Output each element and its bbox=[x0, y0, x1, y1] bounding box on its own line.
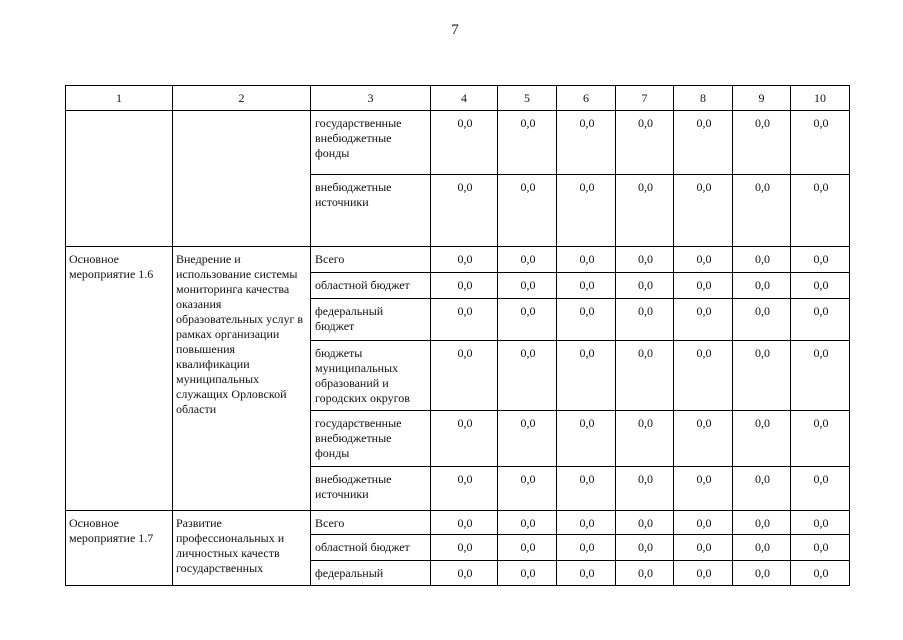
value-cell: 0,0 bbox=[557, 511, 616, 535]
value-cell: 0,0 bbox=[616, 299, 674, 341]
value-cell: 0,0 bbox=[431, 247, 498, 273]
column-number: 1 bbox=[66, 86, 173, 111]
value-cell: 0,0 bbox=[431, 467, 498, 511]
value-cell: 0,0 bbox=[791, 175, 850, 247]
funding-source-cell: областной бюджет bbox=[311, 535, 431, 561]
value-cell: 0,0 bbox=[733, 111, 791, 175]
value-cell: 0,0 bbox=[498, 411, 557, 467]
column-number: 7 bbox=[616, 86, 674, 111]
value-cell: 0,0 bbox=[616, 273, 674, 299]
value-cell: 0,0 bbox=[674, 273, 733, 299]
value-cell: 0,0 bbox=[498, 467, 557, 511]
event-title-cell: Основное мероприятие 1.7 bbox=[66, 511, 173, 586]
value-cell: 0,0 bbox=[431, 535, 498, 561]
value-cell: 0,0 bbox=[498, 511, 557, 535]
budget-table bbox=[65, 85, 850, 586]
value-cell: 0,0 bbox=[498, 273, 557, 299]
column-number-row bbox=[66, 86, 850, 111]
value-cell: 0,0 bbox=[791, 411, 850, 467]
value-cell: 0,0 bbox=[557, 341, 616, 411]
value-cell: 0,0 bbox=[791, 561, 850, 586]
value-cell: 0,0 bbox=[791, 467, 850, 511]
value-cell: 0,0 bbox=[616, 467, 674, 511]
value-cell: 0,0 bbox=[616, 561, 674, 586]
value-cell: 0,0 bbox=[791, 511, 850, 535]
funding-source-cell: государственные внебюджетные фонды bbox=[311, 111, 431, 175]
value-cell: 0,0 bbox=[733, 299, 791, 341]
value-cell: 0,0 bbox=[557, 247, 616, 273]
value-cell: 0,0 bbox=[733, 561, 791, 586]
value-cell: 0,0 bbox=[616, 535, 674, 561]
value-cell: 0,0 bbox=[616, 247, 674, 273]
value-cell: 0,0 bbox=[557, 111, 616, 175]
value-cell: 0,0 bbox=[616, 341, 674, 411]
funding-source-cell: федеральный бюджет bbox=[311, 299, 431, 341]
event-description-cell: Внедрение и использование системы мониторинга качества оказания образовательных услуг в рамках организации повышения квалификации муниципальных служащих Орловской области bbox=[173, 247, 311, 511]
value-cell: 0,0 bbox=[733, 247, 791, 273]
value-cell: 0,0 bbox=[674, 341, 733, 411]
value-cell: 0,0 bbox=[733, 511, 791, 535]
column-number: 9 bbox=[733, 86, 791, 111]
value-cell: 0,0 bbox=[674, 561, 733, 586]
value-cell: 0,0 bbox=[616, 411, 674, 467]
value-cell: 0,0 bbox=[498, 341, 557, 411]
column-number: 6 bbox=[557, 86, 616, 111]
funding-source-cell: федеральный bbox=[311, 561, 431, 586]
value-cell: 0,0 bbox=[791, 535, 850, 561]
column-number: 8 bbox=[674, 86, 733, 111]
value-cell: 0,0 bbox=[791, 341, 850, 411]
value-cell: 0,0 bbox=[557, 535, 616, 561]
column-number: 3 bbox=[311, 86, 431, 111]
value-cell: 0,0 bbox=[733, 535, 791, 561]
value-cell: 0,0 bbox=[674, 299, 733, 341]
value-cell: 0,0 bbox=[557, 175, 616, 247]
table-row bbox=[66, 247, 850, 273]
value-cell: 0,0 bbox=[674, 175, 733, 247]
value-cell: 0,0 bbox=[616, 111, 674, 175]
value-cell: 0,0 bbox=[674, 511, 733, 535]
value-cell: 0,0 bbox=[674, 247, 733, 273]
value-cell: 0,0 bbox=[733, 341, 791, 411]
table-row bbox=[66, 111, 850, 175]
value-cell: 0,0 bbox=[733, 467, 791, 511]
value-cell: 0,0 bbox=[498, 111, 557, 175]
column-number: 4 bbox=[431, 86, 498, 111]
value-cell: 0,0 bbox=[791, 273, 850, 299]
value-cell: 0,0 bbox=[431, 299, 498, 341]
event-title-cell: Основное мероприятие 1.6 bbox=[66, 247, 173, 511]
column-number: 5 bbox=[498, 86, 557, 111]
event-description-cell bbox=[173, 111, 311, 247]
value-cell: 0,0 bbox=[674, 467, 733, 511]
value-cell: 0,0 bbox=[557, 411, 616, 467]
value-cell: 0,0 bbox=[733, 175, 791, 247]
value-cell: 0,0 bbox=[557, 467, 616, 511]
value-cell: 0,0 bbox=[733, 273, 791, 299]
funding-source-cell: областной бюджет bbox=[311, 273, 431, 299]
value-cell: 0,0 bbox=[616, 511, 674, 535]
value-cell: 0,0 bbox=[431, 175, 498, 247]
funding-source-cell: внебюджетные источники bbox=[311, 467, 431, 511]
value-cell: 0,0 bbox=[498, 561, 557, 586]
value-cell: 0,0 bbox=[674, 111, 733, 175]
page-number: 7 bbox=[451, 22, 459, 38]
event-title-cell bbox=[66, 111, 173, 247]
value-cell: 0,0 bbox=[498, 247, 557, 273]
value-cell: 0,0 bbox=[674, 535, 733, 561]
funding-source-cell: Всего bbox=[311, 247, 431, 273]
value-cell: 0,0 bbox=[431, 561, 498, 586]
value-cell: 0,0 bbox=[557, 561, 616, 586]
event-description-cell: Развитие профессиональных и личностных качеств государственных bbox=[173, 511, 311, 586]
value-cell: 0,0 bbox=[674, 411, 733, 467]
funding-source-cell: государственные внебюджетные фонды bbox=[311, 411, 431, 467]
table-row bbox=[66, 511, 850, 535]
value-cell: 0,0 bbox=[791, 111, 850, 175]
value-cell: 0,0 bbox=[557, 299, 616, 341]
value-cell: 0,0 bbox=[431, 273, 498, 299]
column-number: 10 bbox=[791, 86, 850, 111]
value-cell: 0,0 bbox=[498, 299, 557, 341]
value-cell: 0,0 bbox=[791, 247, 850, 273]
value-cell: 0,0 bbox=[557, 273, 616, 299]
funding-source-cell: внебюджетные источники bbox=[311, 175, 431, 247]
value-cell: 0,0 bbox=[616, 175, 674, 247]
value-cell: 0,0 bbox=[733, 411, 791, 467]
value-cell: 0,0 bbox=[431, 341, 498, 411]
value-cell: 0,0 bbox=[791, 299, 850, 341]
value-cell: 0,0 bbox=[431, 511, 498, 535]
funding-source-cell: Всего bbox=[311, 511, 431, 535]
value-cell: 0,0 bbox=[498, 535, 557, 561]
column-number: 2 bbox=[173, 86, 311, 111]
value-cell: 0,0 bbox=[498, 175, 557, 247]
value-cell: 0,0 bbox=[431, 411, 498, 467]
funding-source-cell: бюджеты муниципальных образований и городских округов bbox=[311, 341, 431, 411]
value-cell: 0,0 bbox=[431, 111, 498, 175]
